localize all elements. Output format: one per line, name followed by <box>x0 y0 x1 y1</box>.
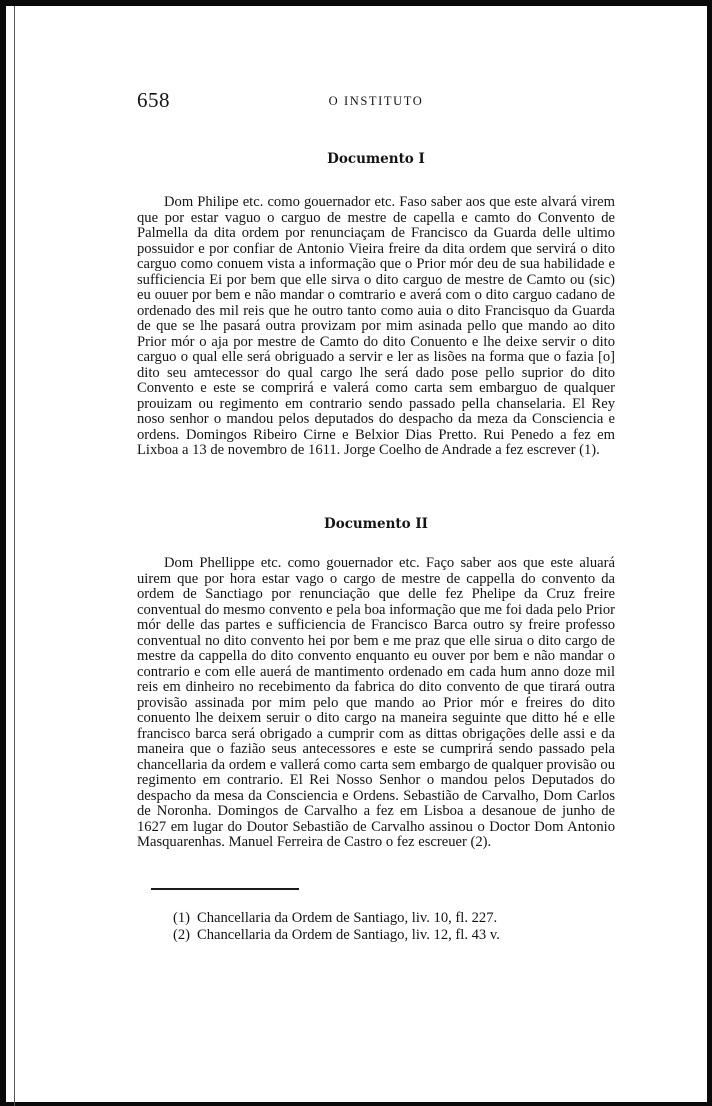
gutter-line <box>14 6 15 1106</box>
page-number: 658 <box>137 88 170 112</box>
document-2-title: Documento II <box>323 516 428 532</box>
footnote-1-number: (1) <box>173 910 191 926</box>
footnotes <box>173 910 613 944</box>
footnote-2 <box>173 927 613 944</box>
footnote-separator <box>151 888 299 890</box>
page-header <box>137 88 615 118</box>
document-1-title: Documento I <box>327 151 425 167</box>
document-2-body: Dom Phellippe etc. como gouernador etc. Faço saber aos que este aluará uirem que por hora estar vago o cargo de mestre de cappella do convento da ordem de Sanctiago por renunciação que delle fez Phelipe da Cruz freire conventual do mesmo convento e pela boa informação que me foi dada pelo Prior mór delle das partes e sufficiencia de Francisco Barca outro sy freire professo conventual no dito convento hei por bem e me praz que elle sirua o dito cargo de mestre da cappella do dito convento enquanto eu ouver por bem e não mandar o contrario e com elle auerá de mantimento ordenado em cada hum anno doze mil reis em dinheiro no recebimento da fabrica do dito convento de que tirará outra provisão assinada por mim pelo que mando ao Prior mór e freires do dito conuento lhe deixem seruir o dito cargo na maneira seguinte que ditto hé e elle francisco barca será obrigado a cumprir com as dittas obrigações delle assi e da maneira que o fazião seus antecessores e este se cumprirá sendo passado pela chancellaria da ordem e vallerá como carta sem embargo de qualquer provisão ou regimento em contrario. El Rei Nosso Senhor o mandou pelos Deputados do despacho da mesa da Consciencia e Ordens. Sebastião de Carvalho, Dom Carlos de Noronha. Domingos de Carvalho a fez em Lisboa a desanoue de junho de 1627 em lugar do Doutor Sebastião de Carvalho assinou o Doctor Dom Antonio Masquarenhas. Manuel Ferreira de Castro o fez escreuer (2). <box>137 555 615 850</box>
running-title: O INSTITUTO <box>328 94 424 108</box>
footnote-1 <box>173 910 613 927</box>
footnote-2-number: (2) <box>173 927 191 943</box>
document-1-body: Dom Philipe etc. como gouernador etc. Faso saber aos que este alvará virem que por estar vaguo o carguo de mestre de capella e camto do Convento de Palmella da dita ordem por renunciaçam de Francisco da Guarda delle ultimo possuidor e por confiar de Antonio Vieira freire da dita ordem que servirá o dito carguo como conuem vista a informação que o Prior mór deu de sua habilidade e sufficiencia Ei por bem que elle sirva o dito carguo de mestre de Camto ou (sic) eu ouuer por bem e não mandar o comtrario e averá com o dito carguo cadano de ordenado des mil reis que he outro tanto como auia o dito Francisquo da Guarda de que se lhe pasará outra provizam por mim asinada pello que mando ao dito Prior mór o aja por mestre de Camto do dito Conuento e lhe deixe servir o dito carguo o qual elle será obriguado a servir e ler as lisões na forma que o fazia [o] dito seu amtecessor do qual cargo lhe será dado pose pello suprior do dito Convento e este se comprirá e valerá como carta sem embarguo de qualquer prouizam ou regimento em contrario sendo passado pella chanselaria. El Rey noso senhor o mandou pelos deputados do despacho da meza da Consciencia e ordens. Domingos Ribeiro Cirne e Belxior Dias Pretto. Rui Penedo a fez em Lixboa a 13 de novembro de 1611. Jorge Coelho de Andrade a fez escrever (1). <box>137 194 615 458</box>
footnote-1-text: Chancellaria da Ordem de Santiago, liv. 10, fl. 227. <box>197 910 498 926</box>
footnote-2-text: Chancellaria da Ordem de Santiago, liv. 12, fl. 43 v. <box>197 927 500 943</box>
